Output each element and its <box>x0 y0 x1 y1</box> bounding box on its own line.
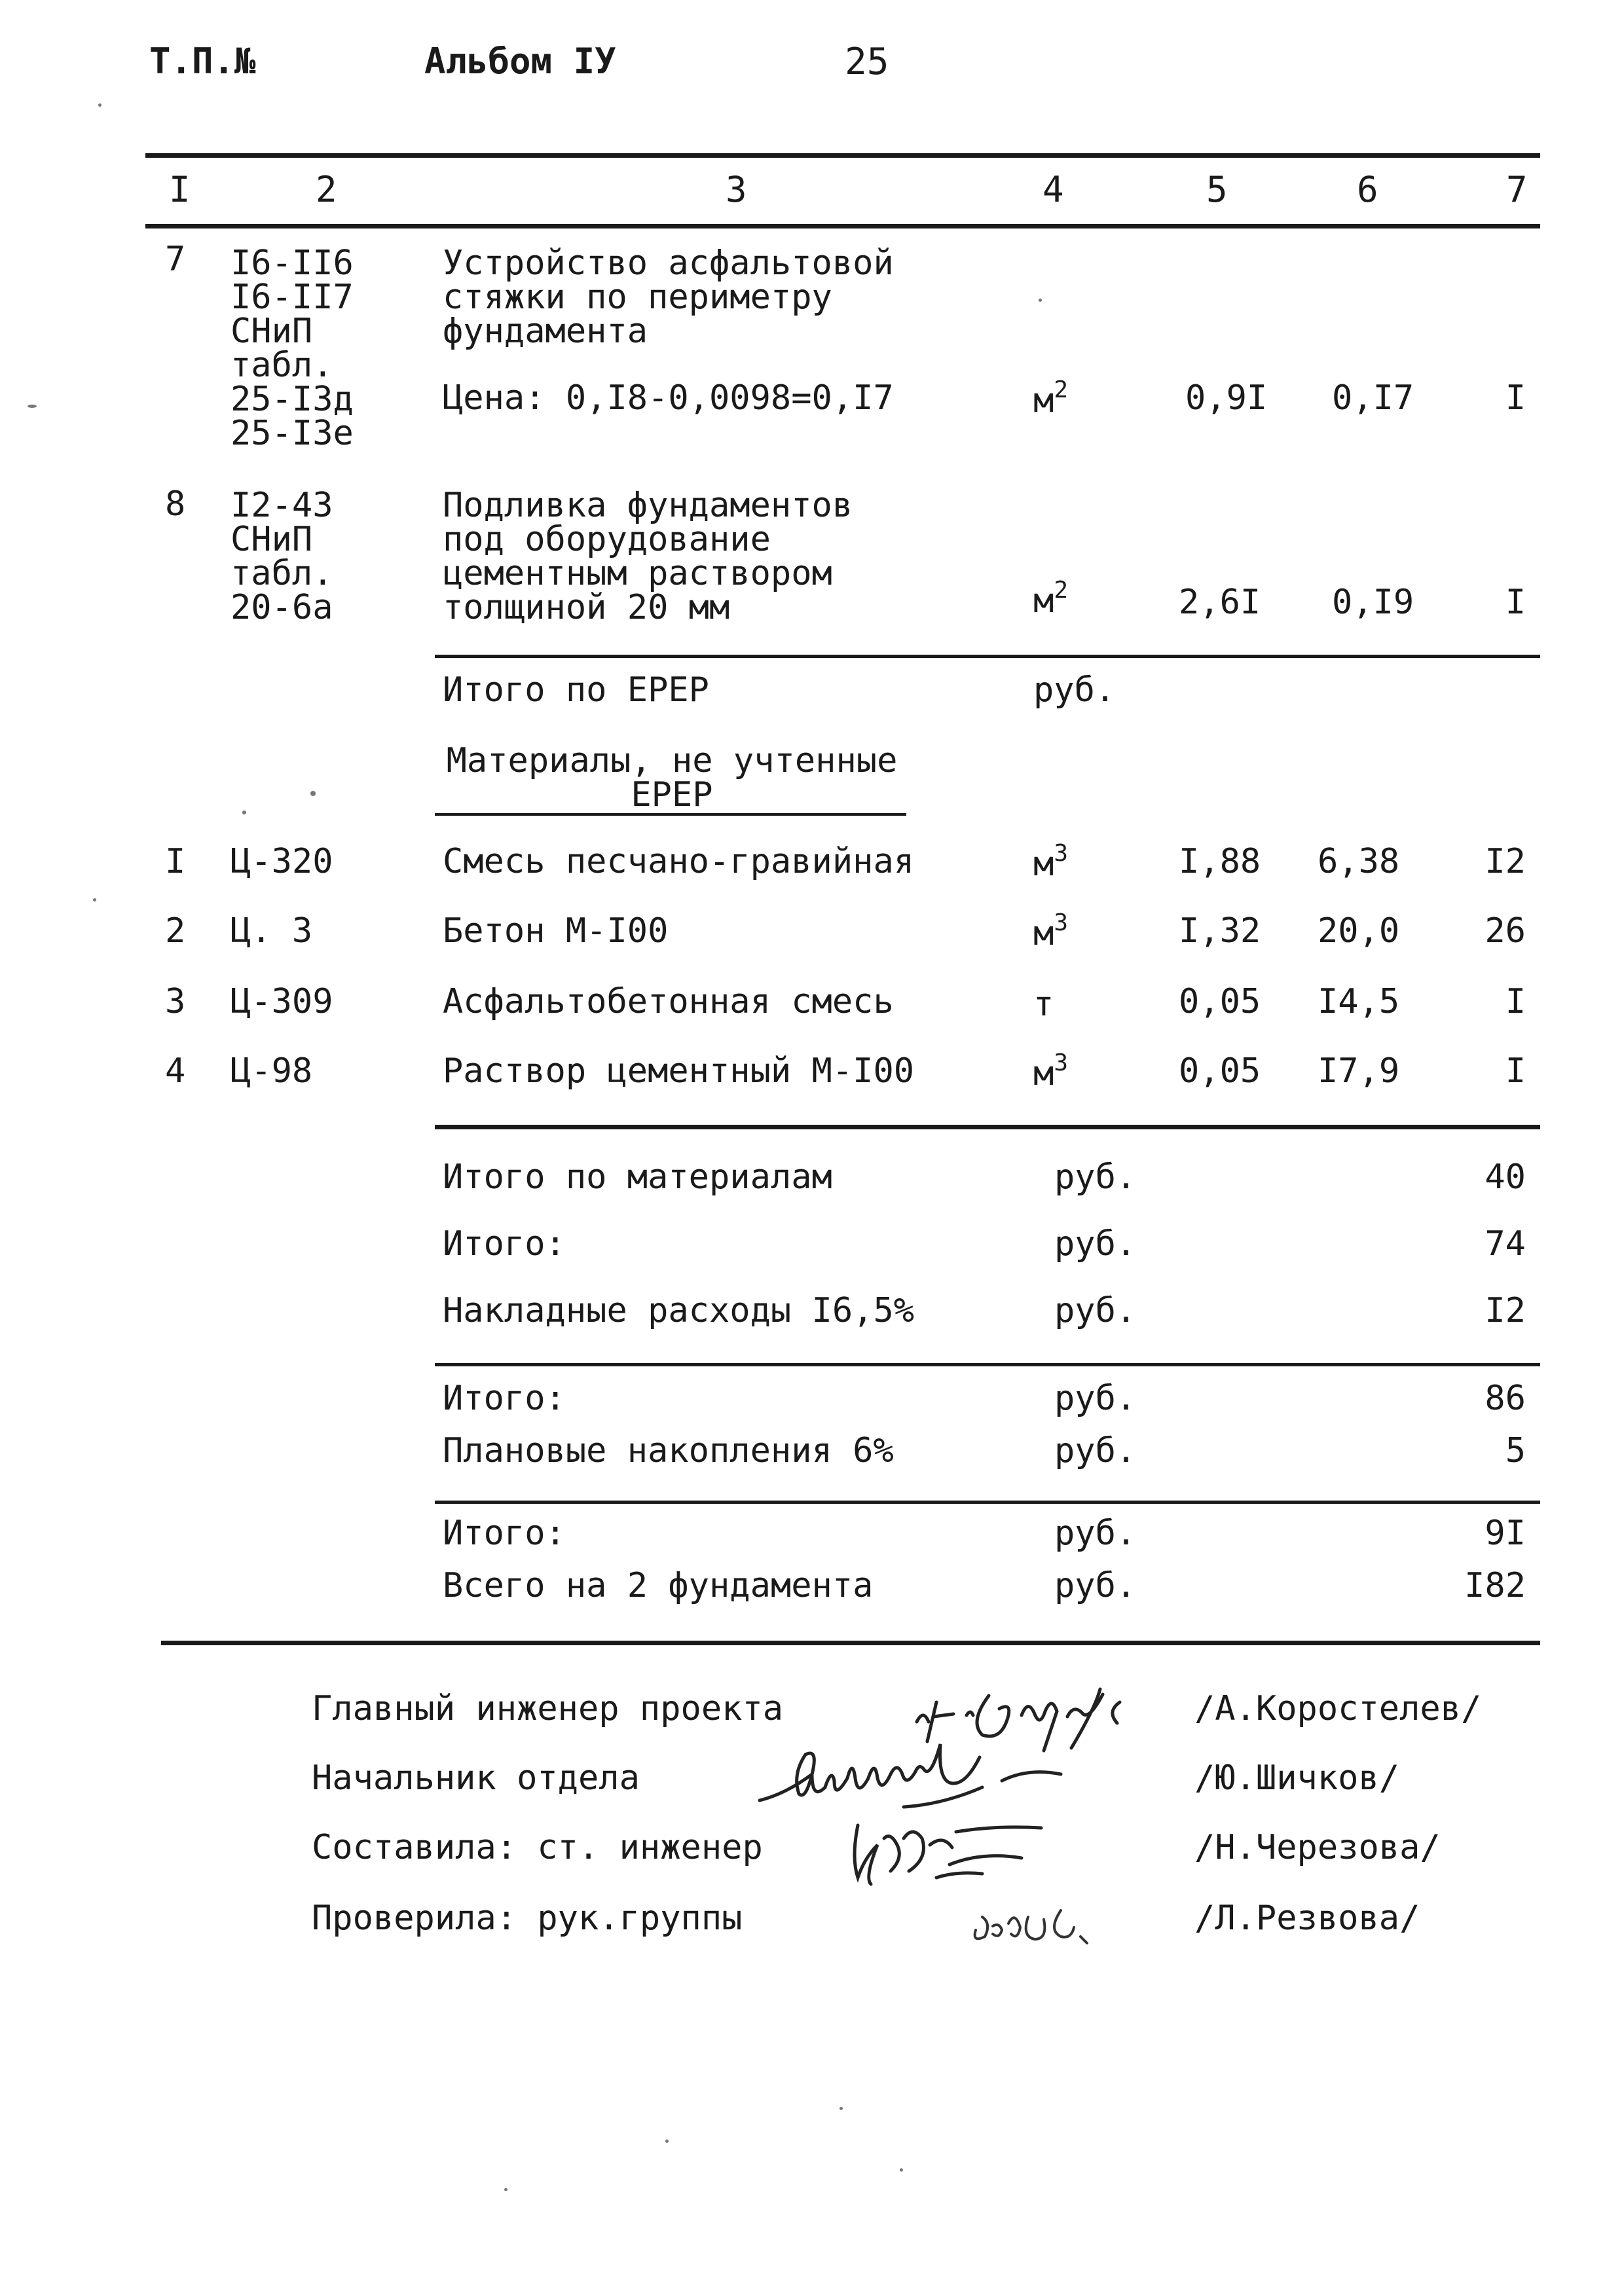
material-name: Асфальтобетонная смесь <box>443 982 894 1021</box>
row-quantity: 2,6I <box>1179 583 1261 622</box>
summary-value: 9I <box>1485 1514 1526 1553</box>
row-unit-price: 0,I9 <box>1332 583 1414 622</box>
summary-label: Всего на 2 фундамента <box>443 1566 874 1605</box>
summary-rule-2 <box>435 1501 1540 1504</box>
row-codes: I2-43 СНиП табл. 20-6а <box>231 486 333 627</box>
table-bottom-rule <box>161 1641 1540 1645</box>
col-header-6: 6 <box>1357 169 1378 210</box>
material-quantity: I,88 <box>1179 842 1261 881</box>
scan-speck <box>310 791 316 796</box>
material-price: I4,5 <box>1318 982 1400 1021</box>
handwritten-signature-rezvova <box>963 1897 1126 1950</box>
summary-label: Накладные расходы I6,5% <box>443 1291 915 1330</box>
material-code: Ц. 3 <box>231 911 313 951</box>
signature-role: Составила: ст. инженер <box>312 1828 763 1867</box>
summary-value: 5 <box>1505 1431 1526 1470</box>
summary-unit: руб. <box>1054 1291 1137 1330</box>
summary-label: Итого: <box>443 1514 566 1553</box>
materials-heading: Материалы, не учтенные ЕРЕР <box>446 741 898 814</box>
col-header-5: 5 <box>1206 169 1228 210</box>
material-quantity: 0,05 <box>1179 1051 1261 1091</box>
material-total: I2 <box>1485 842 1526 881</box>
materials-heading-underline <box>435 813 906 816</box>
row-price-note: Цена: 0,I8-0,0098=0,I7 <box>443 378 894 418</box>
material-code: Ц-98 <box>231 1051 313 1091</box>
summary-unit: руб. <box>1054 1514 1137 1553</box>
header-bottom-rule <box>145 224 1540 228</box>
album-label: Альбом IУ <box>424 41 616 82</box>
col-header-3: 3 <box>726 169 747 210</box>
works-bottom-rule <box>435 655 1540 658</box>
signature-role: Проверила: рук.группы <box>312 1899 743 1938</box>
signature-role: Главный инженер проекта <box>312 1689 784 1728</box>
material-price: 20,0 <box>1318 911 1400 951</box>
scan-speck <box>1039 299 1042 302</box>
summary-label: Итого: <box>443 1224 566 1264</box>
signature-role: Начальник отдела <box>312 1758 640 1798</box>
summary-label: Итого по материалам <box>443 1157 832 1197</box>
materials-bottom-rule <box>435 1125 1540 1129</box>
summary-value: I82 <box>1464 1566 1526 1605</box>
material-total: 26 <box>1485 911 1526 951</box>
table-top-rule <box>145 153 1540 158</box>
summary-value: 40 <box>1485 1157 1526 1197</box>
summary-rule-1 <box>435 1363 1540 1366</box>
row-unit: $м^2$ <box>1033 577 1068 621</box>
material-number: 3 <box>165 982 186 1021</box>
scan-speck <box>28 405 37 408</box>
signature-name: /Ю.Шичков/ <box>1194 1758 1400 1798</box>
scan-speck <box>98 103 101 107</box>
scan-speck <box>93 898 96 902</box>
row-total: I <box>1505 378 1526 418</box>
summary-value: I2 <box>1485 1291 1526 1330</box>
col-header-1: I <box>169 169 191 210</box>
scan-speck <box>242 811 246 814</box>
material-unit: т <box>1033 985 1054 1024</box>
row-codes: I6-II6 I6-II7 СНиП табл. 25-I3д 25-I3е <box>231 244 354 453</box>
summary-unit: руб. <box>1054 1157 1137 1197</box>
scan-speck <box>665 2140 669 2143</box>
material-quantity: 0,05 <box>1179 982 1261 1021</box>
col-header-4: 4 <box>1043 169 1064 210</box>
row-number: 7 <box>165 240 186 279</box>
row-number: 8 <box>165 484 186 524</box>
erer-total-label: Итого по ЕРЕР <box>443 670 709 710</box>
material-name: Бетон М-I00 <box>443 911 669 951</box>
scan-speck <box>840 2107 843 2110</box>
signature-name: /Л.Резвова/ <box>1194 1899 1420 1938</box>
material-total: I <box>1505 1051 1526 1091</box>
scan-speck <box>504 2188 507 2191</box>
page-number: 25 <box>845 41 889 83</box>
signature-name: /Н.Черезова/ <box>1194 1828 1441 1867</box>
material-number: 4 <box>165 1051 186 1091</box>
material-unit: $м^3$ <box>1033 1049 1068 1093</box>
row-quantity: 0,9I <box>1185 378 1268 418</box>
row-unit-price: 0,I7 <box>1332 378 1414 418</box>
summary-value: 74 <box>1485 1224 1526 1264</box>
summary-label: Итого: <box>443 1379 566 1418</box>
row-title: Устройство асфальтовой стяжки по периметру фундамента <box>443 244 894 351</box>
summary-unit: руб. <box>1054 1431 1137 1470</box>
material-quantity: I,32 <box>1179 911 1261 951</box>
material-unit: $м^3$ <box>1033 909 1068 953</box>
row-unit: $м^2$ <box>1033 376 1068 420</box>
summary-label: Плановые накопления 6% <box>443 1431 894 1470</box>
material-name: Раствор цементный М-I00 <box>443 1051 915 1091</box>
summary-unit: руб. <box>1054 1224 1137 1264</box>
scan-speck <box>900 2168 903 2172</box>
summary-value: 86 <box>1485 1379 1526 1418</box>
material-total: I <box>1505 982 1526 1021</box>
col-header-7: 7 <box>1506 169 1528 210</box>
erer-total-unit: руб. <box>1033 670 1116 710</box>
row-title: Подливка фундаментов под оборудование цементным раствором толщиной 20 мм <box>443 486 853 627</box>
handwritten-signature-cherezova <box>832 1799 1067 1891</box>
material-code: Ц-320 <box>231 842 333 881</box>
row-total: I <box>1505 583 1526 622</box>
summary-unit: руб. <box>1054 1379 1137 1418</box>
material-code: Ц-309 <box>231 982 333 1021</box>
material-number: I <box>165 842 186 881</box>
material-name: Смесь песчано-гравийная <box>443 842 915 881</box>
material-unit: $м^3$ <box>1033 840 1068 884</box>
material-price: I7,9 <box>1318 1051 1400 1091</box>
col-header-2: 2 <box>316 169 337 210</box>
material-number: 2 <box>165 911 186 951</box>
tp-label: Т.П.№ <box>149 41 256 82</box>
summary-unit: руб. <box>1054 1566 1137 1605</box>
material-price: 6,38 <box>1318 842 1400 881</box>
signature-name: /А.Коростелев/ <box>1194 1689 1482 1728</box>
